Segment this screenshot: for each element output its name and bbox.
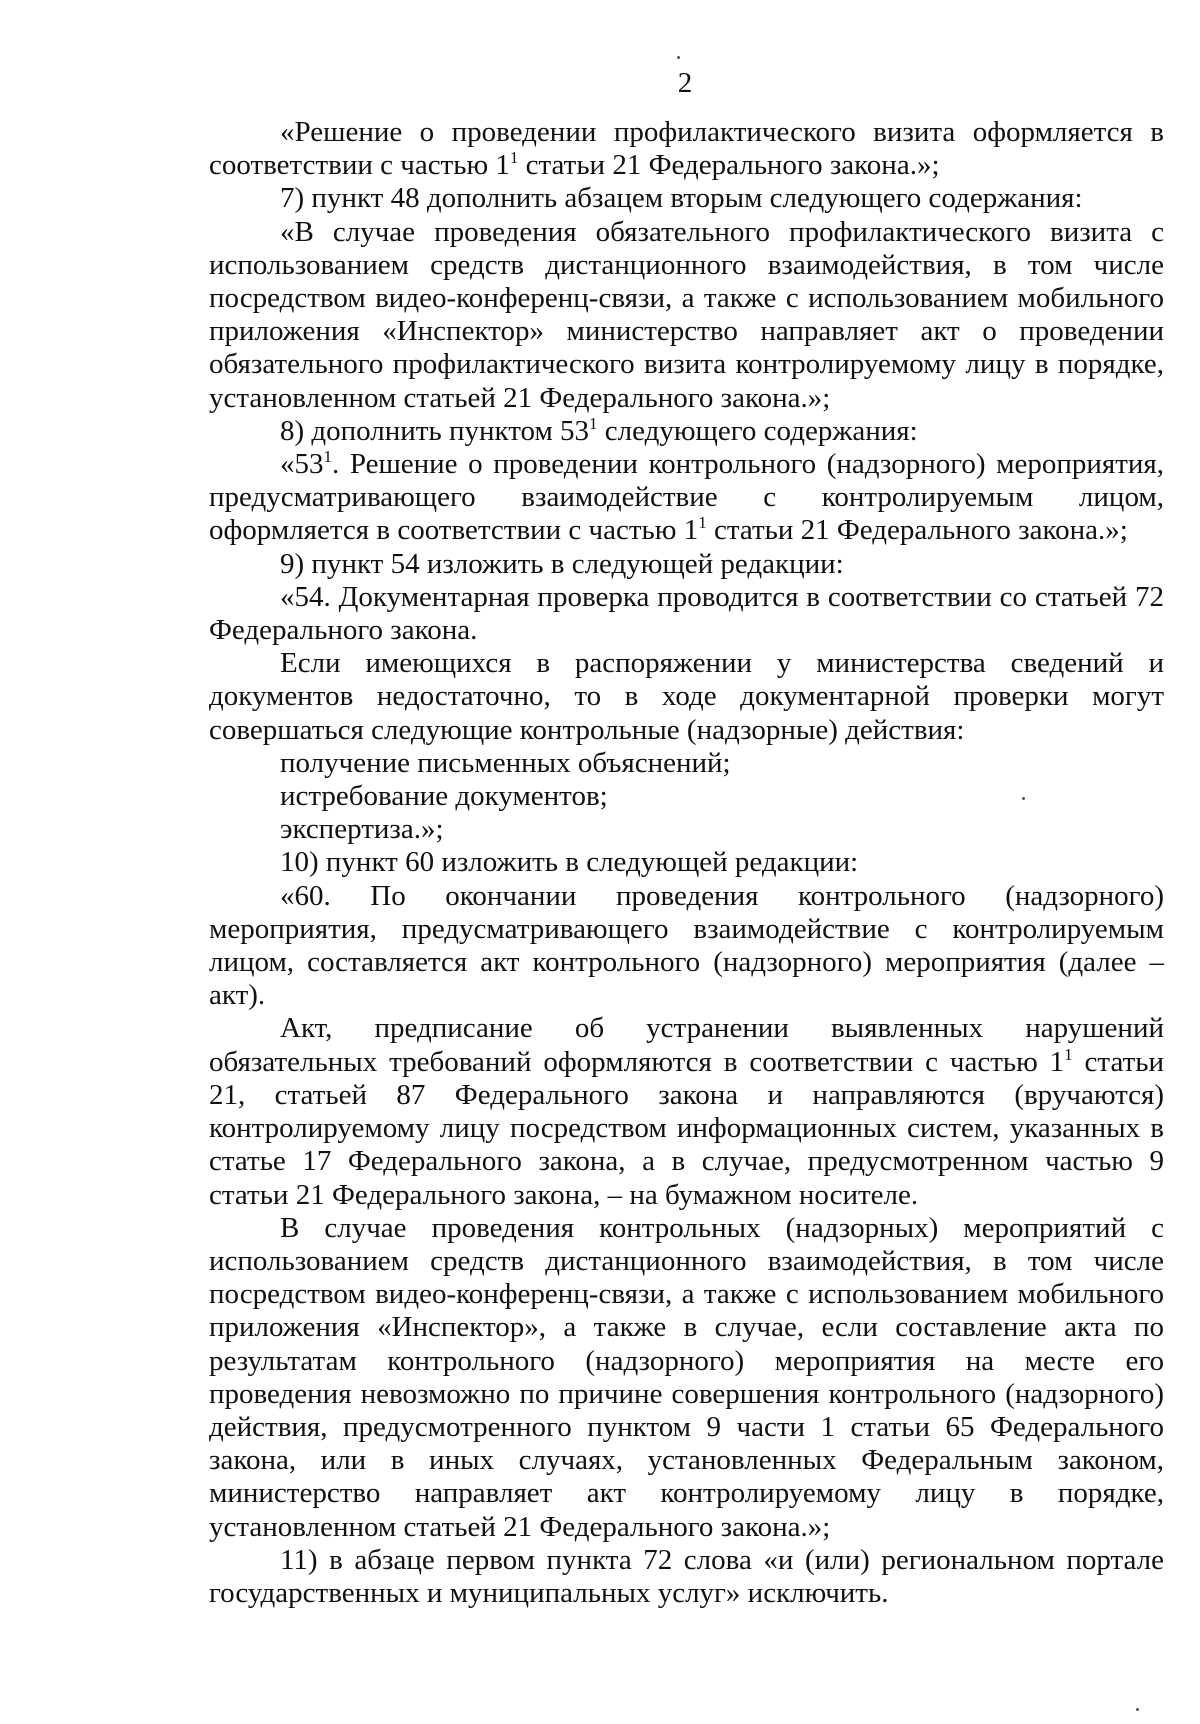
paragraph: «Решение о проведении профилактического визита оформляется в соответствии с частью $1^1$ статьи 21 Федерального закона.»; (209, 116, 1164, 182)
paragraph: Если имеющихся в распоряжении у министерства сведений и документов недостаточно, то в ходе документарной проверки могут совершаться следующие контрольные (надзорные) действия: (209, 647, 1164, 746)
paragraph: В случае проведения контрольных (надзорных) мероприятий с использованием средств дистанционного взаимодействия, в том числе посредством видео-конференц-связи, а также с использованием мобильного приложения «Инспектор», а также в случае, если составление акта по результатам контрольного (надзорного) мероприятия на месте его проведения невозможно по причине совершения контрольного (надзорного) действия, предусмотренного пунктом 9 части 1 статьи 65 Федерального закона, или в иных случаях, установленных Федеральным законом, министерство направляет акт контролируемому лицу в порядке, установленном статьей 21 Федерального закона.»; (209, 1211, 1164, 1543)
scan-speck (677, 56, 680, 59)
list-item: экспертиза.»; (280, 813, 444, 846)
paragraph: 11) в абзаце первом пункта 72 слова «и (или) региональном портале государственных и муниципальных услуг» исключить. (209, 1543, 1164, 1609)
paragraph: «В случае проведения обязательного профилактического визита с использованием средств дистанционного взаимодействия, в том числе посредством видео-конференц-связи, а также с использованием мобильного приложения «Инспектор» министерство направляет акт о проведении обязательного профилактического визита контролируемому лицу в порядке, установленном статьей 21 Федерального закона.»; (209, 215, 1164, 414)
paragraph: «60. По окончании проведения контрольного (надзорного) мероприятия, предусматривающего взаимодействие с контролируемым лицом, составляется акт контрольного (надзорного) мероприятия (далее – акт). (209, 879, 1164, 1012)
paragraph: «$53^1$. Решение о проведении контрольного (надзорного) мероприятия, предусматривающего взаимодействие с контролируемым лицом, оформляется в соответствии с частью $1^1$ статьи 21 Федерального закона.»; (209, 447, 1164, 547)
list-item: получение письменных объяснений; (280, 746, 731, 779)
paragraph: 9) пункт 54 изложить в следующей редакции: (280, 547, 844, 580)
paragraph: 8) дополнить пунктом $53^1$ следующего содержания: (280, 413, 918, 447)
document-body (209, 116, 1164, 1610)
scan-speck (1136, 1708, 1139, 1711)
paragraph: «54. Документарная проверка проводится в соответствии со статьей 72 Федерального закона. (209, 580, 1164, 647)
paragraph: Акт, предписание об устранении выявленных нарушений обязательных требований оформляются в соответствии с частью $1^1$ статьи 21, статьей 87 Федерального закона и направляются (вручаются) контролируемому лицу посредством информационных систем, указанных в статье 17 Федерального закона, а в случае, предусмотренном частью 9 статьи 21 Федерального закона, – на бумажном носителе. (209, 1012, 1164, 1211)
page-number: 2 (677, 67, 693, 99)
paragraph: 7) пункт 48 дополнить абзацем вторым следующего содержания: (280, 182, 1083, 215)
list-item: истребование документов; (280, 780, 608, 813)
paragraph: 10) пункт 60 изложить в следующей редакции: (280, 846, 859, 879)
